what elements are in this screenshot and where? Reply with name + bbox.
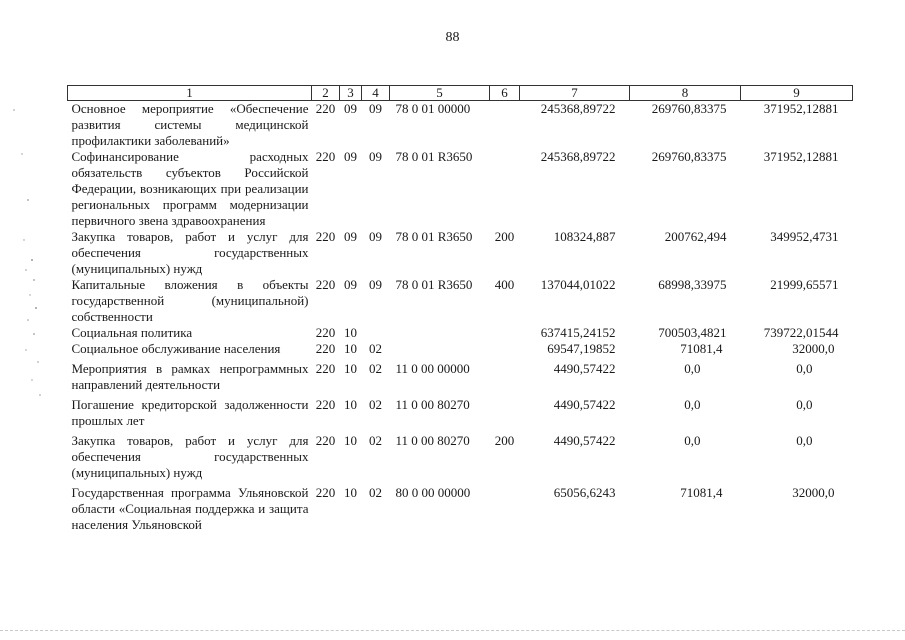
row-c5: 78 0 01 R3650 — [395, 149, 473, 164]
row-name: Погашение кредиторской задолженности прошлых лет — [71, 397, 309, 428]
row-c6 — [490, 481, 520, 533]
table-row — [68, 101, 853, 150]
row-c7: 4490,57422 — [553, 433, 616, 448]
row-c5: 11 0 00 80270 — [395, 397, 470, 412]
row-c4: 09 — [369, 277, 382, 292]
row-c7: 108324,887 — [553, 229, 616, 244]
table-row — [68, 357, 853, 393]
row-c6 — [490, 325, 520, 341]
row-c4: 02 — [369, 485, 382, 500]
table-row — [68, 149, 853, 229]
row-c4 — [362, 325, 390, 341]
table-row — [68, 277, 853, 325]
row-c2: 220 — [315, 277, 336, 292]
row-c3: 10 — [344, 341, 357, 356]
row-c8: 0,0 — [684, 361, 701, 376]
row-name: Основное мероприятие «Обеспечение развития системы медицинской профилактики заболеваний» — [71, 101, 309, 148]
row-name: Закупка товаров, работ и услуг для обеспечения государственных (муниципальных) нужд — [71, 433, 309, 480]
row-c3: 10 — [344, 325, 357, 340]
table-row — [68, 341, 853, 357]
row-c8: 200762,494 — [664, 229, 727, 244]
header-col-2: 2 — [312, 86, 340, 101]
table-row — [68, 393, 853, 429]
row-c6: 400 — [494, 277, 515, 292]
row-c8: 68998,33975 — [658, 277, 727, 292]
row-c4: 09 — [369, 101, 382, 116]
row-c7: 637415,24152 — [540, 325, 616, 340]
table-header-row — [68, 86, 853, 101]
row-c8: 0,0 — [684, 397, 701, 412]
page-number: 88 — [445, 30, 460, 45]
table-row — [68, 229, 853, 277]
row-c5 — [390, 341, 490, 357]
row-c7: 245368,89722 — [540, 101, 616, 116]
row-c6: 200 — [494, 229, 515, 244]
row-c4: 09 — [369, 149, 382, 164]
header-col-5: 5 — [390, 86, 490, 101]
row-c3: 10 — [344, 433, 357, 448]
row-c9: 349952,4731 — [770, 229, 839, 244]
row-c9: 32000,0 — [792, 485, 835, 500]
row-c3: 09 — [344, 149, 357, 164]
row-c5: 80 0 00 00000 — [395, 485, 471, 500]
row-c3: 09 — [344, 101, 357, 116]
row-c2: 220 — [315, 433, 336, 448]
row-c5: 78 0 01 R3650 — [395, 229, 473, 244]
table-row — [68, 481, 853, 533]
row-c5: 11 0 00 00000 — [395, 361, 470, 376]
row-c3: 09 — [344, 229, 357, 244]
row-c2: 220 — [315, 485, 336, 500]
row-c9: 32000,0 — [792, 341, 835, 356]
row-c9: 0,0 — [796, 433, 813, 448]
header-col-3: 3 — [340, 86, 362, 101]
row-c6 — [490, 101, 520, 150]
budget-table — [67, 85, 853, 533]
row-c5: 11 0 00 80270 — [395, 433, 470, 448]
row-c3: 10 — [344, 361, 357, 376]
row-c5 — [390, 325, 490, 341]
row-c6 — [490, 149, 520, 229]
row-c5: 78 0 01 R3650 — [395, 277, 473, 292]
row-c2: 220 — [315, 229, 336, 244]
row-name: Государственная программа Ульяновской области «Социальная поддержка и защита населения Ульяновской — [71, 485, 309, 532]
table-row — [68, 325, 853, 341]
header-col-6: 6 — [490, 86, 520, 101]
row-c8: 0,0 — [684, 433, 701, 448]
header-col-1: 1 — [68, 86, 312, 101]
row-c3: 10 — [344, 485, 357, 500]
row-c9: 371952,12881 — [763, 149, 839, 164]
row-c7: 4490,57422 — [553, 397, 616, 412]
row-c2: 220 — [315, 325, 336, 340]
row-name: Социальное обслуживание населения — [71, 341, 281, 356]
row-c2: 220 — [315, 101, 336, 116]
scan-bottom-edge — [0, 630, 905, 631]
row-c8: 269760,83375 — [651, 101, 727, 116]
row-c4: 02 — [369, 341, 382, 356]
row-c9: 371952,12881 — [763, 101, 839, 116]
row-c6: 200 — [494, 433, 515, 448]
row-c3: 09 — [344, 277, 357, 292]
row-c2: 220 — [315, 149, 336, 164]
table-row — [68, 429, 853, 481]
header-col-4: 4 — [362, 86, 390, 101]
row-c8: 71081,4 — [680, 485, 723, 500]
row-c9: 739722,01544 — [763, 325, 839, 340]
row-name: Закупка товаров, работ и услуг для обеспечения государственных (муниципальных) нужд — [71, 229, 309, 276]
row-c2: 220 — [315, 397, 336, 412]
row-c5: 78 0 01 00000 — [395, 101, 471, 116]
row-c4: 02 — [369, 433, 382, 448]
row-c3: 10 — [344, 397, 357, 412]
row-c9: 0,0 — [796, 397, 813, 412]
row-name: Мероприятия в рамках непрограммных направлений деятельности — [71, 361, 309, 392]
header-col-9: 9 — [741, 86, 853, 101]
row-c6 — [490, 341, 520, 357]
row-c2: 220 — [315, 341, 336, 356]
scan-speckle-artifact — [4, 90, 44, 410]
header-col-7: 7 — [520, 86, 630, 101]
row-c7: 4490,57422 — [553, 361, 616, 376]
row-name: Капитальные вложения в объекты государственной (муниципальной) собственности — [71, 277, 309, 324]
row-name: Софинансирование расходных обязательств субъектов Российской Федерации, возникающих при реализации региональных программ модернизации первичного звена здравоохранения — [71, 149, 309, 228]
row-c8: 71081,4 — [680, 341, 723, 356]
row-c6 — [490, 393, 520, 429]
row-c9: 0,0 — [796, 361, 813, 376]
row-c7: 69547,19852 — [547, 341, 616, 356]
row-c9: 21999,65571 — [770, 277, 839, 292]
row-c4: 02 — [369, 397, 382, 412]
row-c6 — [490, 357, 520, 393]
row-c7: 245368,89722 — [540, 149, 616, 164]
row-c7: 137044,01022 — [540, 277, 616, 292]
row-c2: 220 — [315, 361, 336, 376]
header-col-8: 8 — [630, 86, 741, 101]
row-c4: 09 — [369, 229, 382, 244]
row-c8: 700503,4821 — [658, 325, 727, 340]
row-c8: 269760,83375 — [651, 149, 727, 164]
row-c4: 02 — [369, 361, 382, 376]
row-name: Социальная политика — [71, 325, 193, 340]
row-c7: 65056,6243 — [553, 485, 616, 500]
